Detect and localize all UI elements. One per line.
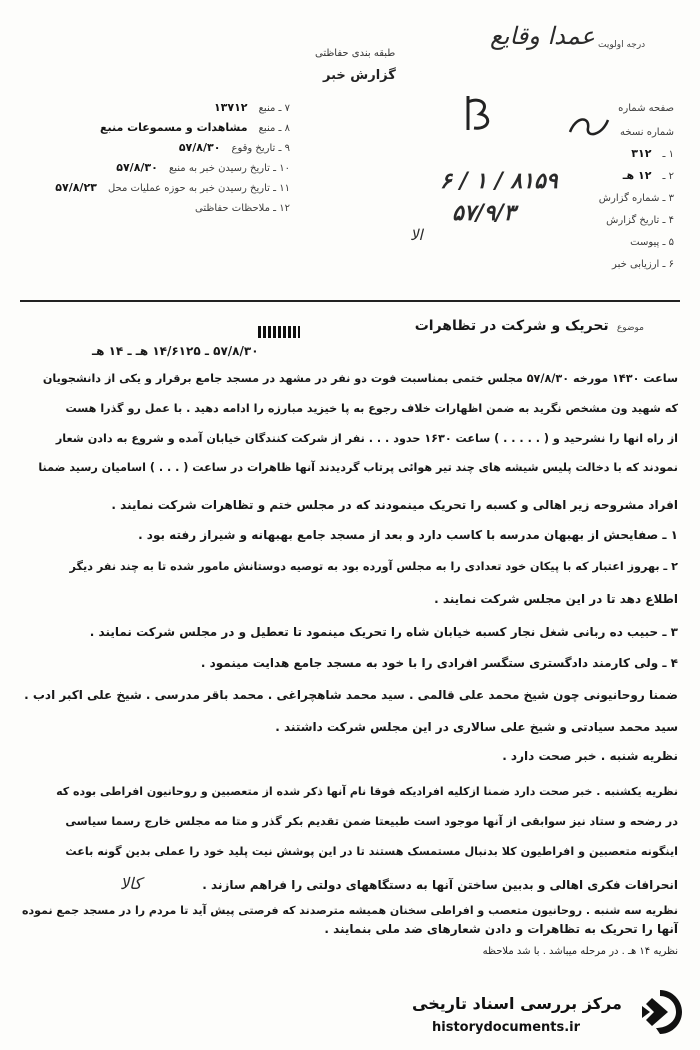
body-line: ۱ ـ صفایحش از بهبهان مدرسه با کاسب دارد و بعد از مسجد جامع بهبهانه و شیراز رفته بود . (138, 528, 678, 542)
field-label: ۱۲ ـ ملاحظات حفاظتی (195, 203, 290, 214)
right-field-row (631, 142, 674, 161)
redaction-mark (258, 326, 300, 338)
margin-initials: کالا (120, 874, 142, 893)
handwritten-registration-date: ۵۷/۹/۳ (452, 200, 516, 226)
report-title: گزارش خبر (323, 68, 396, 83)
body-line: در رضحه و ستاد نیز سوابقی از آنها موجود است طبیعتا ضمن تقدیم بکر گذر و متا مه مجلس خارج رسما سیاسی (65, 815, 678, 828)
field-label: ۴ ـ تاریخ گزارش (606, 215, 674, 226)
right-field-row (623, 164, 674, 183)
body-line: اطلاع دهد تا در این مجلس شرکت نمایند . (434, 592, 678, 606)
body-line: انحرافات فکری اهالی و بدبین ساختن آنها به دستگاههای دولتی را فراهم سازند . (202, 878, 678, 892)
field-value: ۱۳۷۱۲ (213, 101, 248, 114)
body-line: که شهید ون مشخص نگرید به ضمن اظهارات خلاف رجوع به پا خیزید مبارزه را ادامه دهید . با عمل رو گذرا هست (65, 402, 678, 415)
field-value: ۱۲ هـ (622, 169, 652, 182)
handwritten-registration-number: ۸۱۵۹ / ۱ / ۶ (440, 168, 558, 194)
initial-scribble (460, 92, 500, 136)
body-line: نظریه ۱۴ هـ . در مرحله میباشد . با شد ملاحظه (482, 946, 678, 957)
field-value: ۵۷/۸/۳۰ (116, 161, 158, 174)
body-line: ضمنا روحانیونی چون شیخ محمد علی قالمی . سید محمد شاهچراغی . محمد باقر مدرسی . شیخ علی اکبر ادب . (24, 688, 678, 702)
left-field-row (179, 136, 290, 155)
body-line: سید محمد سیادتی و شیخ علی سالاری در این مجلس شرکت داشتند . (275, 720, 678, 734)
right-field-row (612, 96, 674, 115)
field-label: ۷ ـ منبع (258, 103, 290, 114)
right-field-row (624, 230, 674, 249)
left-field-row (116, 156, 290, 175)
field-value: ۵۷/۸/۳۰ (178, 141, 221, 154)
body-line: ۴ ـ ولی کارمند دادگستری ستگسر افرادی را با خود به مسجد جامع هدایت مینمود . (200, 656, 678, 670)
field-value: ۳۱۲ (631, 147, 652, 160)
handwritten-signature: الا (410, 226, 423, 244)
body-line: آنها را تحریک به تظاهرات و دادن شعارهای ضد ملی بنمایند . (324, 922, 678, 936)
field-value: مشاهدات و مسموعات منبع (99, 121, 248, 134)
body-line: ۲ ـ بهروز اعتبار که با پیکان خود تعدادی را به مجلس آورده بود به توصیه دوستانش مامور شده تا به چند نفر دیگر (69, 560, 678, 573)
field-label: صفحه شماره (618, 103, 674, 114)
left-field-row (100, 116, 290, 135)
body-line: از راه انها را نشرحید و ( . . . . . ) ساعت ۱۶۳۰ حدود . . . نفر از شرکت کنندگان خیابان آمده و شروع به دادن شعار (55, 432, 678, 445)
field-label: ۳ ـ شماره گزارش (598, 193, 674, 204)
priority-label: درجه اولویت (598, 40, 646, 50)
field-label: ۶ ـ ارزیابی خبر (612, 259, 674, 270)
body-line: ۳ ـ حبیب ده ربانی شغل نجار کسبه خیابان شاه را تحریک مینمود تا تعطیل و در مجلس شرکت نمایند . (89, 625, 678, 639)
watermark-url: historydocuments.ir (432, 1020, 581, 1035)
field-value: ۵۷/۸/۲۳ (55, 181, 97, 194)
field-label: ۱۱ ـ تاریخ رسیدن خبر به حوزه عملیات محل (107, 183, 290, 194)
left-field-row (189, 196, 290, 215)
handwritten-stamp-note: عمدا وقایع (490, 22, 595, 50)
right-field-row (614, 120, 674, 139)
field-label: ۱ ـ (662, 149, 674, 160)
subject-text: تحریک و شرکت در تظاهرات (414, 318, 609, 334)
left-field-row (55, 176, 290, 195)
field-label: ۸ ـ منبع (258, 123, 290, 134)
body-line: ساعت ۱۴۳۰ مورخه ۵۷/۸/۳۰ مجلس ختمی بمناسبت فوت دو نفر در مشهد در مسجد جامع برقرار و یکی از دانشجویان (42, 372, 678, 385)
body-line: نظریه یکشنبه . خبر صحت دارد ضمنا ازکلیه افرادیکه فوقا نام آنها ذکر شده از متعصبین و روحانیون افراطی بوده که (56, 785, 678, 798)
body-line: اینگونه متعصبین و افراطیون کلا بدنبال مستمسک هستند تا در این پوشش نیت پلید خود را عملی بدین گونه باعث (65, 845, 678, 858)
field-label: ۹ ـ تاریخ وقوع (231, 143, 290, 154)
right-field-row (593, 186, 674, 205)
subject-row (415, 318, 644, 334)
body-line: افراد مشروحه زیر اهالی و کسبه را تحریک مینمودند که در مجلس ختم و تظاهرات شرکت نمایند . (111, 498, 678, 512)
right-field-row (606, 252, 674, 271)
left-field-row (214, 96, 290, 115)
watermark-org-name: مرکز بررسی اسناد تاریخی (412, 994, 622, 1013)
field-label: شماره نسخه (620, 127, 674, 138)
header-divider (20, 300, 680, 302)
archive-logo-icon (632, 984, 688, 1040)
paraph-scribble (566, 112, 612, 142)
field-label: ۵ ـ پیوست (630, 237, 674, 248)
body-line: نظریه شنبه . خبر صحت دارد . (502, 749, 678, 763)
subject-label: موضوع (616, 323, 644, 333)
subject-reference: ۵۷/۸/۳۰ ـ ۱۴/۶۱۲۵ هـ ـ ۱۴ هـ (92, 344, 259, 358)
body-line: نمودند که با دخالت پلیس شیشه های چند تیر هوائی پرتاب گردیدند آنها ظاهرات در ساعت ( . . . ) اسامیان رسید ضمنا (38, 461, 678, 474)
right-field-row (600, 208, 674, 227)
classification-label: طبقه بندی حفاظتی (315, 48, 396, 59)
field-label: ۲ ـ (662, 171, 674, 182)
body-line: نظریه سه شنبه . روحانیون متعصب و افراطی سخنان همیشه مترصدند که فرصتی پیش آید تا مردم را در مسجد جمع نموده (22, 904, 678, 917)
field-label: ۱۰ ـ تاریخ رسیدن خبر به منبع (168, 163, 290, 174)
